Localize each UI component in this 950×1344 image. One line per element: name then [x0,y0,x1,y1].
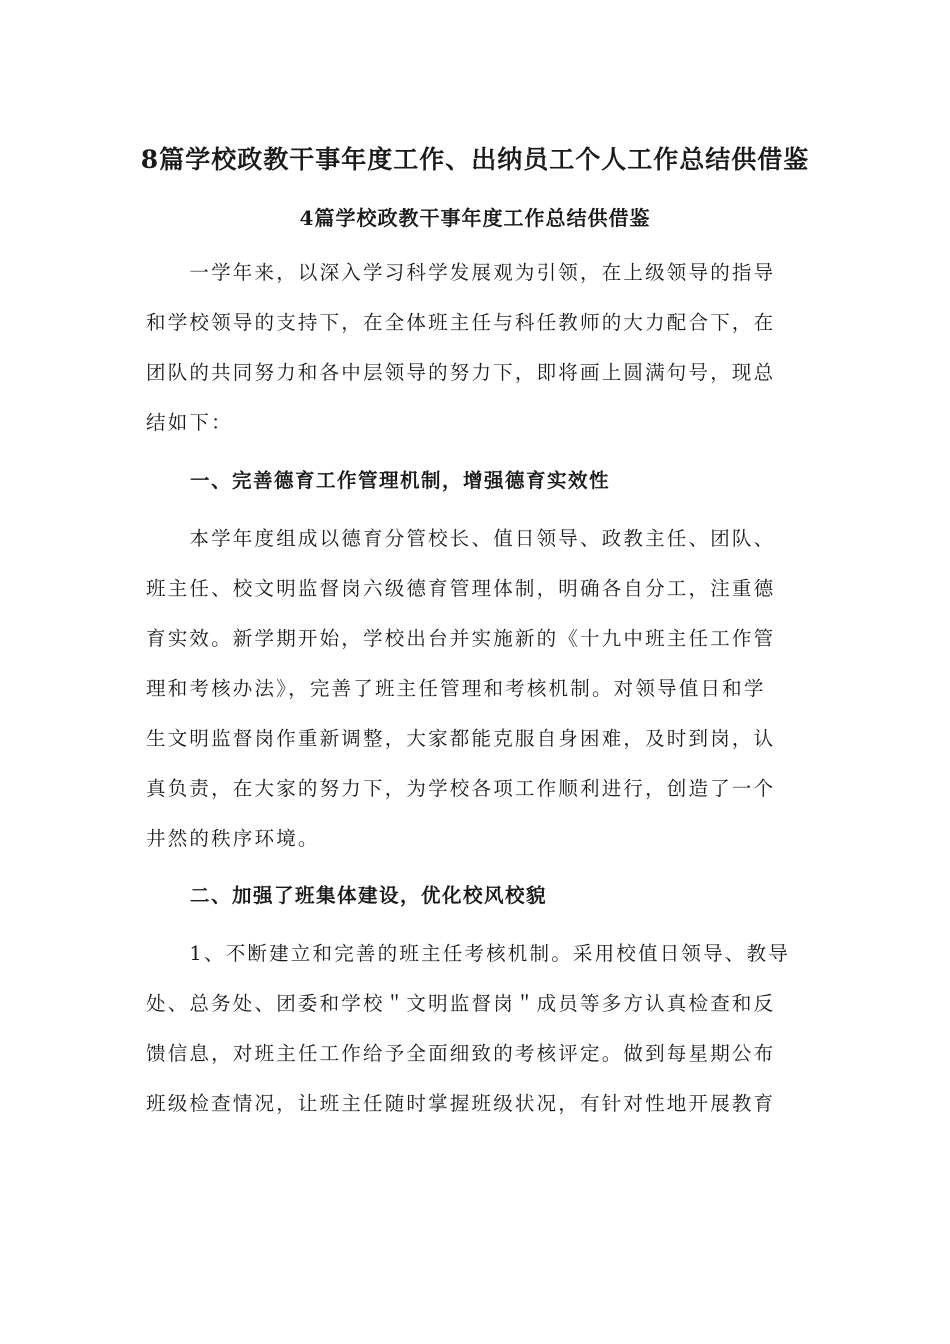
paragraph-line: 处、总务处、团委和学校＂文明监督岗＂成员等多方认真检查和反 [146,992,776,1015]
paragraph-line: 团队的共同努力和各中层领导的努力下，即将画上圆满句号，现总 [146,361,776,384]
paragraph-section-1 [146,514,806,864]
paragraph-line: 馈信息，对班主任工作给予全面细致的考核评定。做到每星期公布 [146,1042,776,1065]
paragraph-section-2 [146,929,806,1129]
document-subtitle: 4篇学校政教干事年度工作总结供借鉴 [299,206,651,230]
section-heading-1: 一、完善德育工作管理机制，增强德育实效性 [190,469,611,492]
paragraph-line: 育实效。新学期开始，学校出台并实施新的《十九中班主任工作管 [146,627,776,650]
paragraph-line: 结如下： [146,411,233,434]
document-title: 8篇学校政教干事年度工作、出纳员工个人工作总结供借鉴 [140,145,810,174]
paragraph-line: 1、不断建立和完善的班主任考核机制。采用校值日领导、教导 [146,942,790,965]
paragraph-line: 班级检查情况，让班主任随时掌握班级状况，有针对性地开展教育 [146,1092,776,1115]
paragraph-line: 本学年度组成以德育分管校长、值日领导、政教主任、团队、 [146,527,776,550]
section-heading-2: 二、加强了班集体建设，优化校风校貌 [190,884,548,907]
paragraph-line: 和学校领导的支持下，在全体班主任与科任教师的大力配合下，在 [146,311,776,334]
paragraph-line: 真负责，在大家的努力下，为学校各项工作顺利进行，创造了一个 [146,777,776,800]
paragraph-line: 井然的秩序环境。 [146,827,320,850]
paragraph-line: 一学年来，以深入学习科学发展观为引领，在上级领导的指导 [146,261,776,284]
paragraph-line: 班主任、校文明监督岗六级德育管理体制，明确各自分工，注重德 [146,577,776,600]
paragraph-line: 生文明监督岗作重新调整，大家都能克服自身困难，及时到岗，认 [146,727,776,750]
paragraph-intro [146,248,806,448]
paragraph-line: 理和考核办法》，完善了班主任管理和考核机制。对领导值日和学 [146,677,766,700]
